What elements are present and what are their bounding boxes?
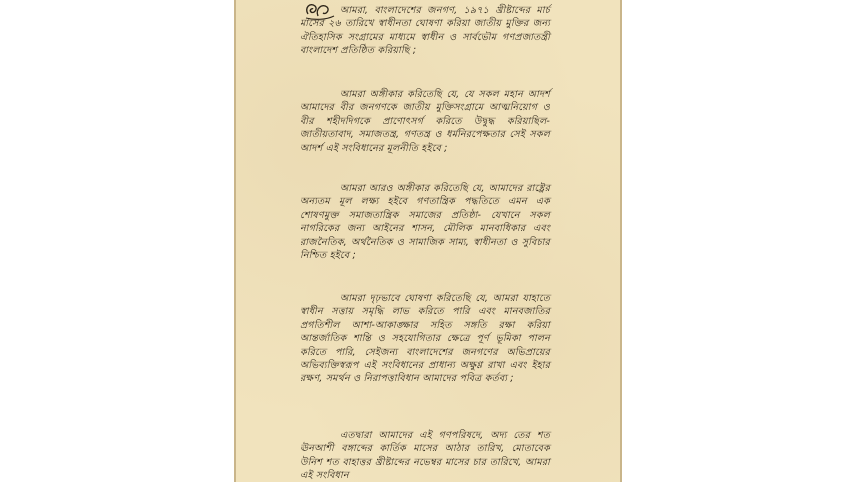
document-page [234, 0, 622, 482]
preamble-paragraph-1: আমরা, বাংলাদেশের জনগণ, ১৯৭১ খ্রীষ্টাব্দের মার্চ মাসের ২৬ তারিখে স্বাধীনতা ঘোষণা করিয়া জাতীয় মুক্তির জন্য ঐতিহাসিক সংগ্রামের মাধ্যমে স্বাধীন ও সার্বভৌম গণপ্রজাতন্ত্রী বাংলাদেশ প্রতিষ্ঠিত করিয়াছি ; [300, 5, 550, 57]
preamble-paragraph-2: আমরা অঙ্গীকার করিতেছি যে, যে সকল মহান আদর্শ আমাদের বীর জনগণকে জাতীয় মুক্তিসংগ্রামে আত্মনিয়োগ ও বীর শহীদদিগকে প্রাণোৎসর্গ করিতে উদ্বুদ্ধ করিয়াছিল- জাতীয়তাবাদ, সমাজতন্ত্র, গণতন্ত্র ও ধর্মনিরপেক্ষতার সেই সকল আদর্শ এই সংবিধানের মূলনীতি হইবে ; [300, 89, 550, 154]
preamble-paragraph-5: এতদ্বারা আমাদের এই গণপরিষদে, অদ্য তের শত ঊনআশী বঙ্গাব্দের কার্তিক মাসের আঠার তারিখ, মোতাবেক উনিশ শত বাহাত্তর খ্রীষ্টাব্দের নভেম্বর মাসের চার তারিখে, আমরা এই সংবিধান [300, 430, 550, 482]
preamble-paragraph-4: আমরা দৃঢ়ভাবে ঘোষণা করিতেছি যে, আমরা যাহাতে স্বাধীন সত্তায় সমৃদ্ধি লাভ করিতে পারি এবং মানবজাতির প্রগতিশীল আশা-আকাঙ্ক্ষার সহিত সঙ্গতি রক্ষা করিয়া আন্তর্জাতিক শান্তি ও সহযোগিতার ক্ষেত্রে পূর্ণ ভূমিকা পালন করিতে পারি, সেইজন্য বাংলাদেশের জনগণের অভিপ্রায়ের অভিব্যক্তিস্বরূপ এই সংবিধানের প্রাধান্য অক্ষুণ্ণ রাখা এবং ইহার রক্ষণ, সমর্থন ও নিরাপত্তাবিধান আমাদের পবিত্র কর্তব্য ; [300, 293, 550, 385]
preamble-paragraph-3: আমরা আরও অঙ্গীকার করিতেছি যে, আমাদের রাষ্ট্রের অন্যতম মূল লক্ষ্য হইবে গণতান্ত্রিক পদ্ধতিতে এমন এক শোষণমুক্ত সমাজতান্ত্রিক সমাজের প্রতিষ্ঠা- যেখানে সকল নাগরিকের জন্য আইনের শাসন, মৌলিক মানবাধিকার এবং রাজনৈতিক, অর্থনৈতিক ও সামাজিক সাম্য, স্বাধীনতা ও সুবিচার নিশ্চিত হইবে ; [300, 183, 550, 262]
